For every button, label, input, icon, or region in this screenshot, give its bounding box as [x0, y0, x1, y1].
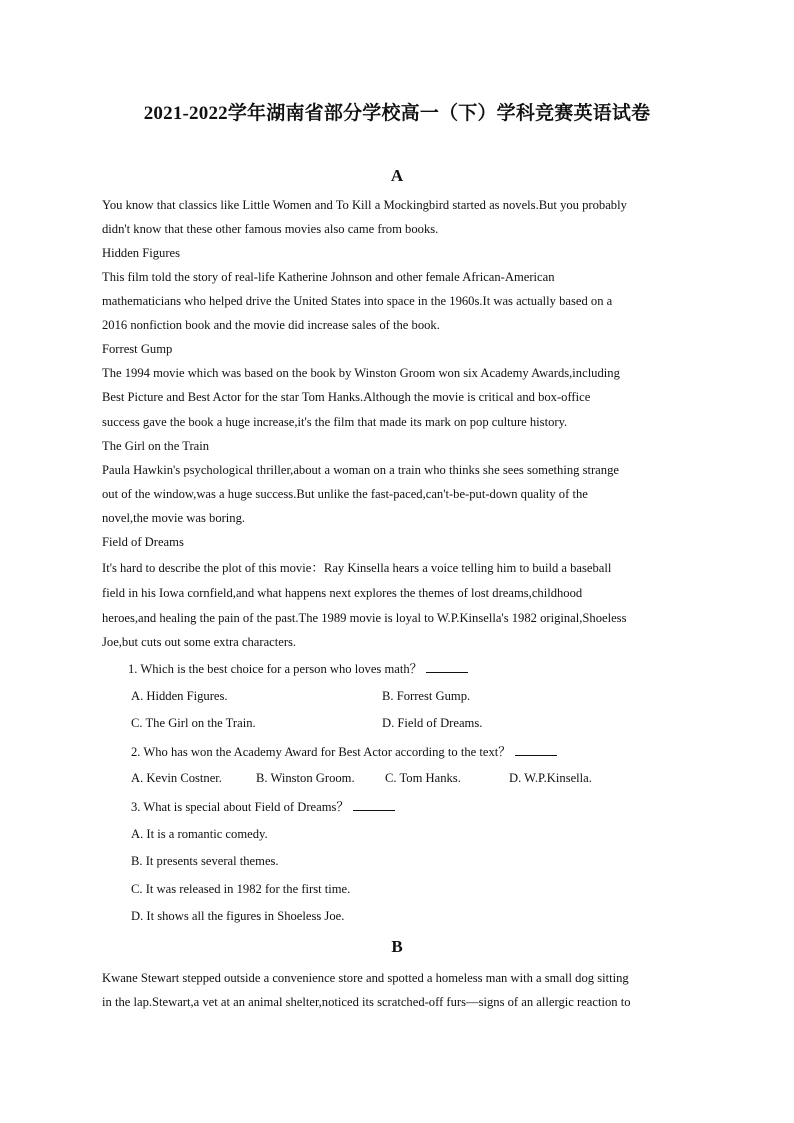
passage-a-subheading: The Girl on the Train: [102, 439, 210, 453]
q3-option-b: B. It presents several themes.: [131, 854, 279, 868]
passage-a-line: Best Picture and Best Actor for the star Tom Hanks.Although the movie is critical and box-office: [102, 390, 591, 404]
passage-a-line: 2016 nonfiction book and the movie did increase sales of the book.: [102, 318, 440, 332]
passage-a-line: Joe,but cuts out some extra characters.: [102, 635, 297, 649]
passage-a-line: novel,the movie was boring.: [102, 511, 246, 525]
passage-a-line: didn't know that these other famous movies also came from books.: [102, 222, 439, 236]
answer-blank-1: [426, 660, 468, 673]
passage-a-line: mathematicians who helped drive the United States into space in the 1960s.It was actually based on a: [102, 294, 613, 308]
passage-a-subheading: Hidden Figures: [102, 246, 181, 260]
section-a-heading: A: [390, 166, 404, 185]
passage-a-line: It's hard to describe the plot of this movie：Ray Kinsella hears a voice telling him to build a baseball: [102, 561, 612, 575]
answer-blank-2: [515, 743, 557, 756]
passage-a-subheading: Forrest Gump: [102, 342, 173, 356]
question-1: [128, 660, 468, 677]
passage-a-line: This film told the story of real-life Katherine Johnson and other female African-American: [102, 270, 555, 284]
section-b-heading: B: [391, 937, 403, 956]
q2-option-d: D. W.P.Kinsella.: [509, 771, 592, 785]
question-1-stem: 1. Which is the best choice for a person who loves math？: [128, 662, 423, 676]
passage-a-line: heroes,and healing the pain of the past.The 1989 movie is loyal to W.P.Kinsella's 1982 original,Shoeless: [102, 611, 627, 625]
passage-a-line: The 1994 movie which was based on the book by Winston Groom won six Academy Awards,including: [102, 366, 620, 380]
q3-option-d: D. It shows all the figures in Shoeless Joe.: [131, 909, 345, 923]
passage-a-subheading: Field of Dreams: [102, 535, 184, 549]
question-3: [131, 798, 395, 815]
question-2: [131, 743, 557, 760]
page-title: 2021-2022学年湖南省部分学校高一（下）学科竞赛英语试卷: [143, 103, 651, 124]
question-2-stem: 2. Who has won the Academy Award for Best Actor according to the text？: [131, 745, 511, 759]
passage-b-line: in the lap.Stewart,a vet at an animal shelter,noticed its scratched-off furs—signs of an allergic reaction to: [102, 995, 631, 1009]
passage-a-line: field in his Iowa cornfield,and what happens next explores the themes of lost dreams,childhood: [102, 586, 583, 600]
q1-option-a: A. Hidden Figures.: [131, 689, 228, 703]
answer-blank-3: [353, 798, 395, 811]
q3-option-a: A. It is a romantic comedy.: [131, 827, 268, 841]
q1-option-d: D. Field of Dreams.: [382, 716, 483, 730]
q3-option-c: C. It was released in 1982 for the first time.: [131, 882, 351, 896]
passage-a-line: You know that classics like Little Women and To Kill a Mockingbird started as novels.But you probably: [102, 198, 627, 212]
q1-option-b: B. Forrest Gump.: [382, 689, 471, 703]
passage-b-line: Kwane Stewart stepped outside a convenience store and spotted a homeless man with a small dog sitting: [102, 971, 629, 985]
passage-a-line: out of the window,was a huge success.But unlike the fast-paced,can't-be-put-down quality of the: [102, 487, 588, 501]
passage-a-line: Paula Hawkin's psychological thriller,about a woman on a train who thinks she sees something strange: [102, 463, 619, 477]
q1-option-c: C. The Girl on the Train.: [131, 716, 256, 730]
passage-a-line: success gave the book a huge increase,it's the film that made its mark on pop culture history.: [102, 415, 568, 429]
question-3-stem: 3. What is special about Field of Dreams？: [131, 800, 350, 814]
q2-option-a: A. Kevin Costner.: [131, 771, 222, 785]
q2-option-c: C. Tom Hanks.: [385, 771, 461, 785]
q2-option-b: B. Winston Groom.: [256, 771, 355, 785]
